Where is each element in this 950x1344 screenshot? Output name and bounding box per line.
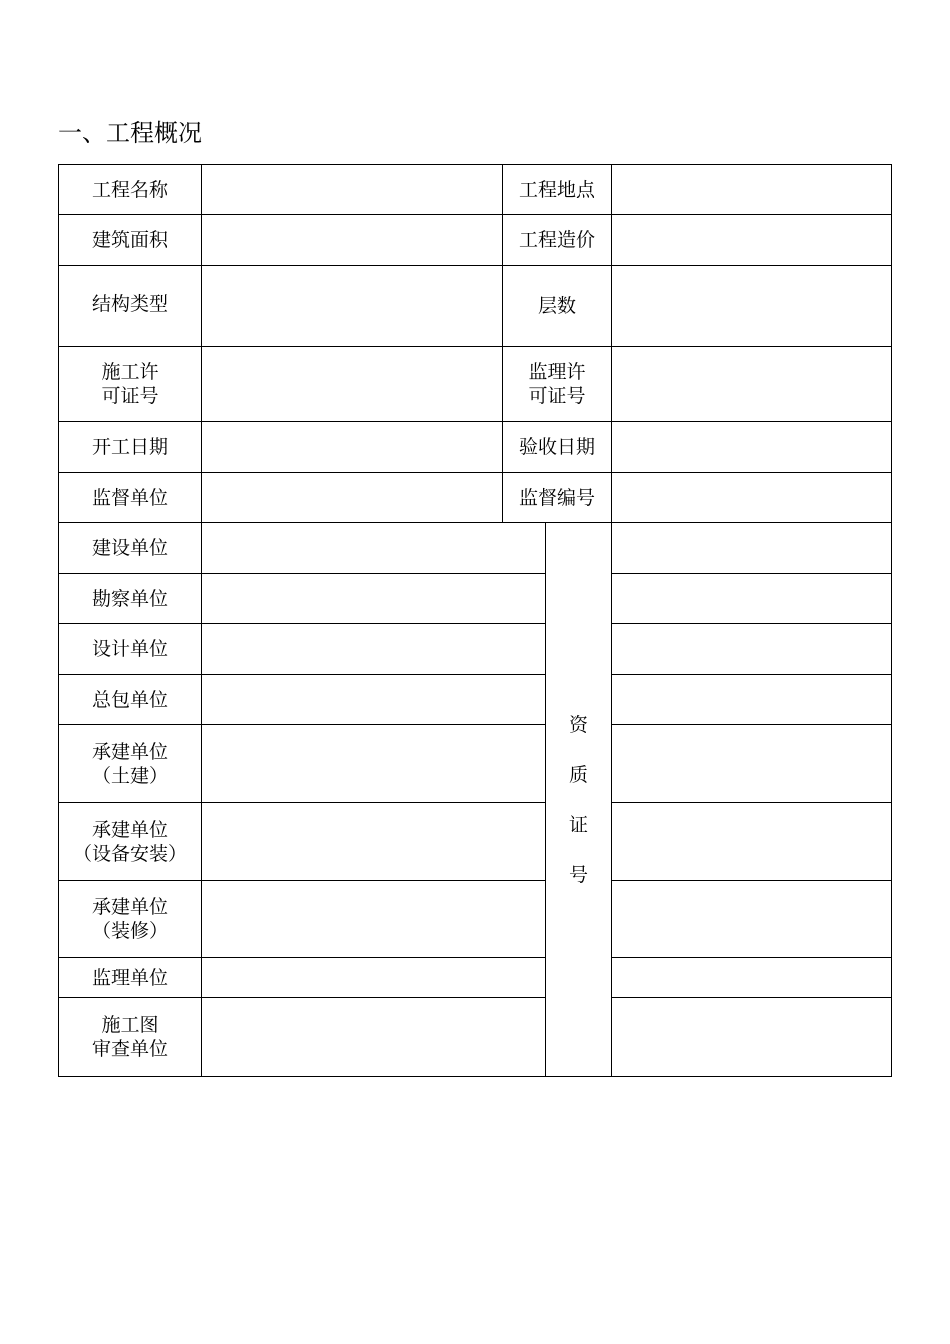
label-unit-contractor-decoration: 承建单位 （装修） — [58, 880, 202, 958]
value-unit-drawing-review[interactable] — [201, 997, 546, 1077]
label-supervision-no: 监督编号 — [502, 472, 612, 523]
value-start-date[interactable] — [201, 421, 503, 473]
cert-unit-survey[interactable] — [611, 573, 892, 624]
value-project-name[interactable] — [201, 164, 503, 215]
value-acceptance-date[interactable] — [611, 421, 892, 473]
value-supervision-permit-no[interactable] — [611, 346, 892, 422]
value-unit-contractor-equipment[interactable] — [201, 802, 546, 881]
cert-unit-drawing-review[interactable] — [611, 997, 892, 1077]
value-project-cost[interactable] — [611, 214, 892, 266]
label-project-name: 工程名称 — [58, 164, 202, 215]
value-project-location[interactable] — [611, 164, 892, 215]
value-construction-permit-no[interactable] — [201, 346, 503, 422]
value-building-area[interactable] — [201, 214, 503, 266]
value-unit-design[interactable] — [201, 623, 546, 675]
label-acceptance-date: 验收日期 — [502, 421, 612, 473]
label-project-cost: 工程造价 — [502, 214, 612, 266]
label-unit-construction-owner: 建设单位 — [58, 522, 202, 574]
label-project-location: 工程地点 — [502, 164, 612, 215]
label-floors: 层数 — [502, 265, 612, 347]
cert-unit-contractor-equipment[interactable] — [611, 802, 892, 881]
label-unit-design: 设计单位 — [58, 623, 202, 675]
label-building-area: 建筑面积 — [58, 214, 202, 266]
value-floors[interactable] — [611, 265, 892, 347]
value-unit-general-contractor[interactable] — [201, 674, 546, 725]
cert-unit-construction-owner[interactable] — [611, 522, 892, 574]
cert-unit-design[interactable] — [611, 623, 892, 675]
value-supervision-unit[interactable] — [201, 472, 503, 523]
label-unit-drawing-review: 施工图 审查单位 — [58, 997, 202, 1077]
label-unit-survey: 勘察单位 — [58, 573, 202, 624]
cert-unit-contractor-civil[interactable] — [611, 724, 892, 803]
value-unit-supervisor[interactable] — [201, 957, 546, 998]
cert-unit-contractor-decoration[interactable] — [611, 880, 892, 958]
label-unit-contractor-equipment: 承建单位 （设备安装） — [58, 802, 202, 881]
value-unit-contractor-decoration[interactable] — [201, 880, 546, 958]
label-supervision-permit-no: 监理许 可证号 — [502, 346, 612, 422]
label-unit-contractor-civil: 承建单位 （土建） — [58, 724, 202, 803]
label-unit-supervisor: 监理单位 — [58, 957, 202, 998]
cert-unit-general-contractor[interactable] — [611, 674, 892, 725]
label-supervision-unit: 监督单位 — [58, 472, 202, 523]
value-supervision-no[interactable] — [611, 472, 892, 523]
label-construction-permit-no: 施工许 可证号 — [58, 346, 202, 422]
cert-column-label: 资 质 证 号 — [545, 522, 612, 1077]
label-start-date: 开工日期 — [58, 421, 202, 473]
value-unit-construction-owner[interactable] — [201, 522, 546, 574]
value-unit-survey[interactable] — [201, 573, 546, 624]
value-unit-contractor-civil[interactable] — [201, 724, 546, 803]
value-structure-type[interactable] — [201, 265, 503, 347]
label-structure-type: 结构类型 — [58, 265, 202, 347]
cert-unit-supervisor[interactable] — [611, 957, 892, 998]
section-title: 一、工程概况 — [58, 119, 202, 147]
project-overview-form — [58, 164, 892, 1077]
label-unit-general-contractor: 总包单位 — [58, 674, 202, 725]
